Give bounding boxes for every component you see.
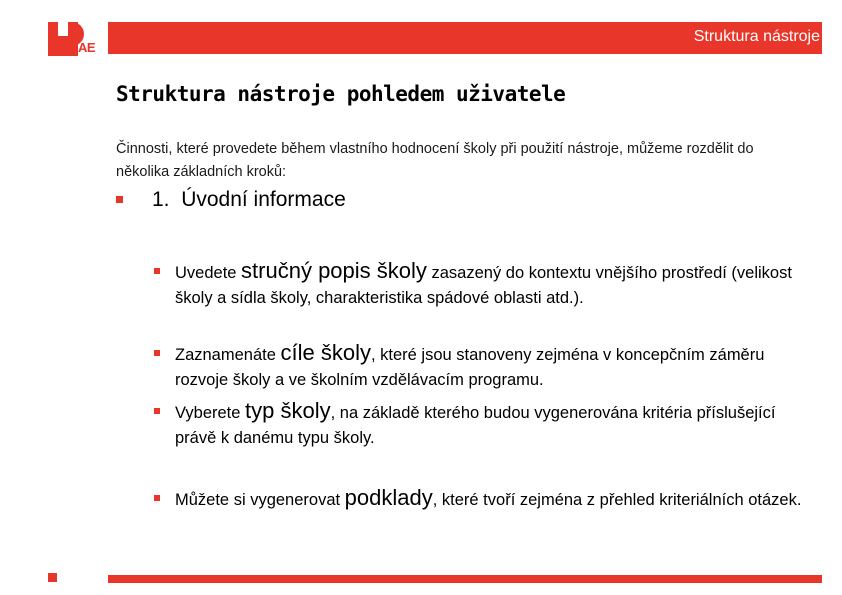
logo-motto: Cesta ke kvalitě	[113, 43, 210, 54]
square-bullet-icon	[154, 350, 160, 356]
square-bullet-icon	[154, 495, 160, 501]
logo-text: AE	[78, 40, 96, 55]
section-title: Úvodní informace	[181, 188, 346, 211]
list-item	[154, 258, 814, 311]
intro-text: Činnosti, které provedete během vlastního hodnocení školy při použití nástroje, můžeme rozdělit do několika základních kroků:	[116, 141, 754, 180]
list-item	[154, 340, 814, 393]
header-title: Struktura nástroje	[693, 28, 820, 45]
slide-title: Struktura nástroje pohledem uživatele	[116, 82, 566, 106]
item-text: Zaznamenáte	[175, 346, 281, 364]
item-emphasis: typ školy	[245, 398, 331, 423]
square-bullet-icon	[154, 268, 160, 274]
item-text: , které tvoří zejména z přehled kriteriálních otázek.	[432, 491, 802, 509]
item-text: zasazený do kontextu vnějšího prostředí (velikost školy a sídla školy, charakteristika spádové oblasti atd.).	[175, 264, 792, 307]
square-bullet-icon	[116, 196, 123, 203]
item-emphasis: podklady	[344, 485, 433, 510]
logo	[48, 22, 108, 56]
item-text: , na základě kterého budou vygenerována kritéria příslušející právě k danému typu školy.	[175, 404, 776, 447]
item-emphasis: stručný popis školy	[241, 258, 427, 283]
item-emphasis: cíle školy	[280, 340, 371, 365]
item-text: Vyberete	[175, 404, 246, 422]
footer-line	[108, 575, 822, 583]
item-text: Můžete si vygenerovat	[175, 491, 345, 509]
item-text: Uvedete	[175, 264, 242, 282]
section-label	[152, 188, 346, 212]
square-bullet-icon	[154, 408, 160, 414]
list-item	[154, 485, 814, 513]
list-item	[154, 398, 814, 451]
footer-square	[48, 573, 57, 582]
logo-notch	[58, 22, 68, 36]
section-number: 1.	[152, 188, 170, 211]
item-text: , které jsou stanoveny zejména v koncepčním záměru rozvoje školy a ve školním vzdělávacím programu.	[175, 346, 765, 389]
